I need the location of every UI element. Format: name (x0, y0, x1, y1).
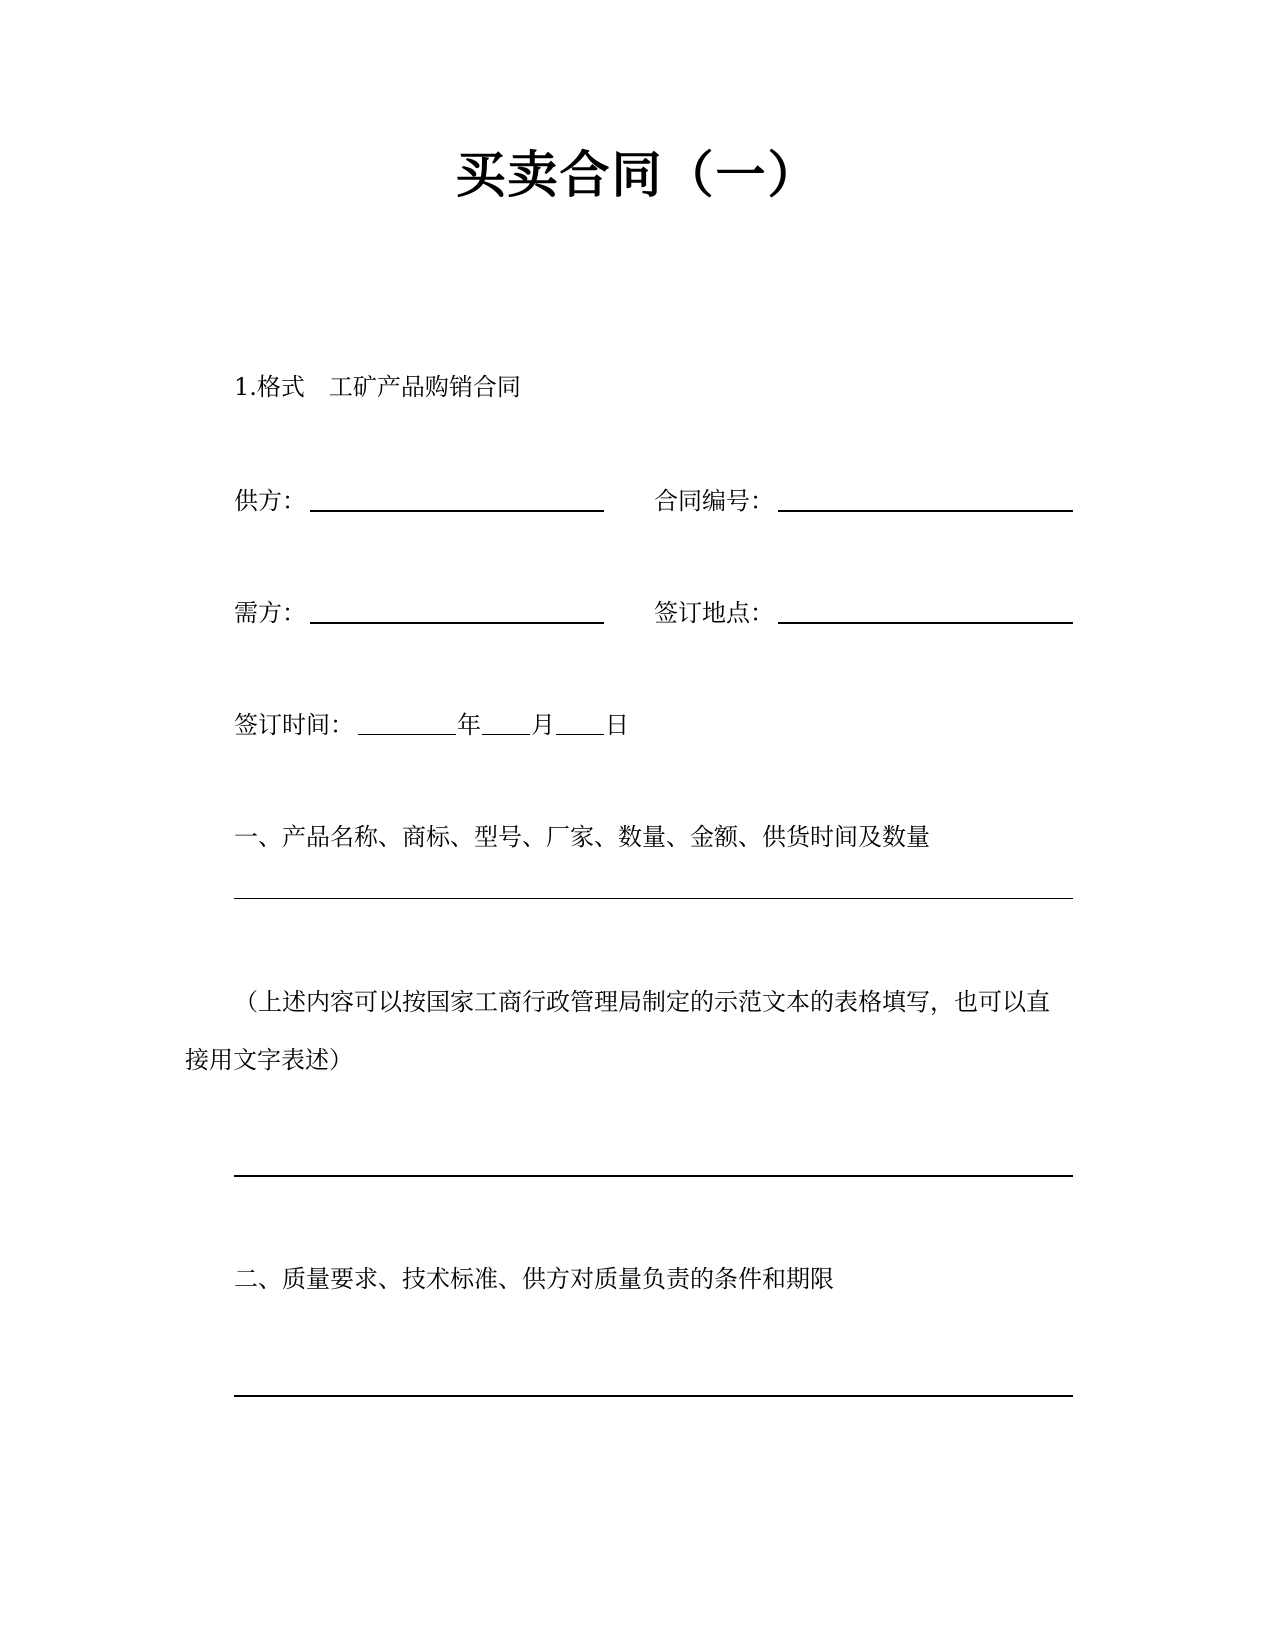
sign-place-label: 签订地点： (654, 599, 774, 627)
section1-fill-line[interactable] (234, 898, 1073, 899)
contract-number-blank[interactable] (778, 510, 1073, 512)
supplier-blank[interactable] (310, 510, 604, 512)
section2-fill-line[interactable] (234, 1395, 1073, 1397)
sign-day-blank[interactable] (556, 734, 604, 735)
note-fill-line[interactable] (234, 1175, 1073, 1177)
note-line-2: 接用文字表述） (185, 1046, 353, 1074)
month-label: 月 (531, 711, 555, 739)
sign-year-blank[interactable] (358, 734, 456, 735)
format-line: 1.格式 工矿产品购销合同 (234, 373, 521, 401)
contract-number-label: 合同编号： (654, 487, 774, 515)
sign-month-blank[interactable] (482, 734, 530, 735)
document-title: 买卖合同（一） (455, 146, 820, 204)
buyer-label: 需方： (234, 599, 306, 627)
day-label: 日 (605, 711, 629, 739)
sign-time-label: 签订时间： (234, 711, 354, 739)
year-label: 年 (457, 711, 481, 739)
note-line-1: （上述内容可以按国家工商行政管理局制定的示范文本的表格填写，也可以直 (234, 988, 1050, 1016)
supplier-label: 供方： (234, 487, 306, 515)
section2-heading: 二、质量要求、技术标准、供方对质量负责的条件和期限 (234, 1265, 834, 1293)
section1-heading: 一、产品名称、商标、型号、厂家、数量、金额、供货时间及数量 (234, 823, 930, 851)
sign-place-blank[interactable] (778, 622, 1073, 624)
buyer-blank[interactable] (310, 622, 604, 624)
